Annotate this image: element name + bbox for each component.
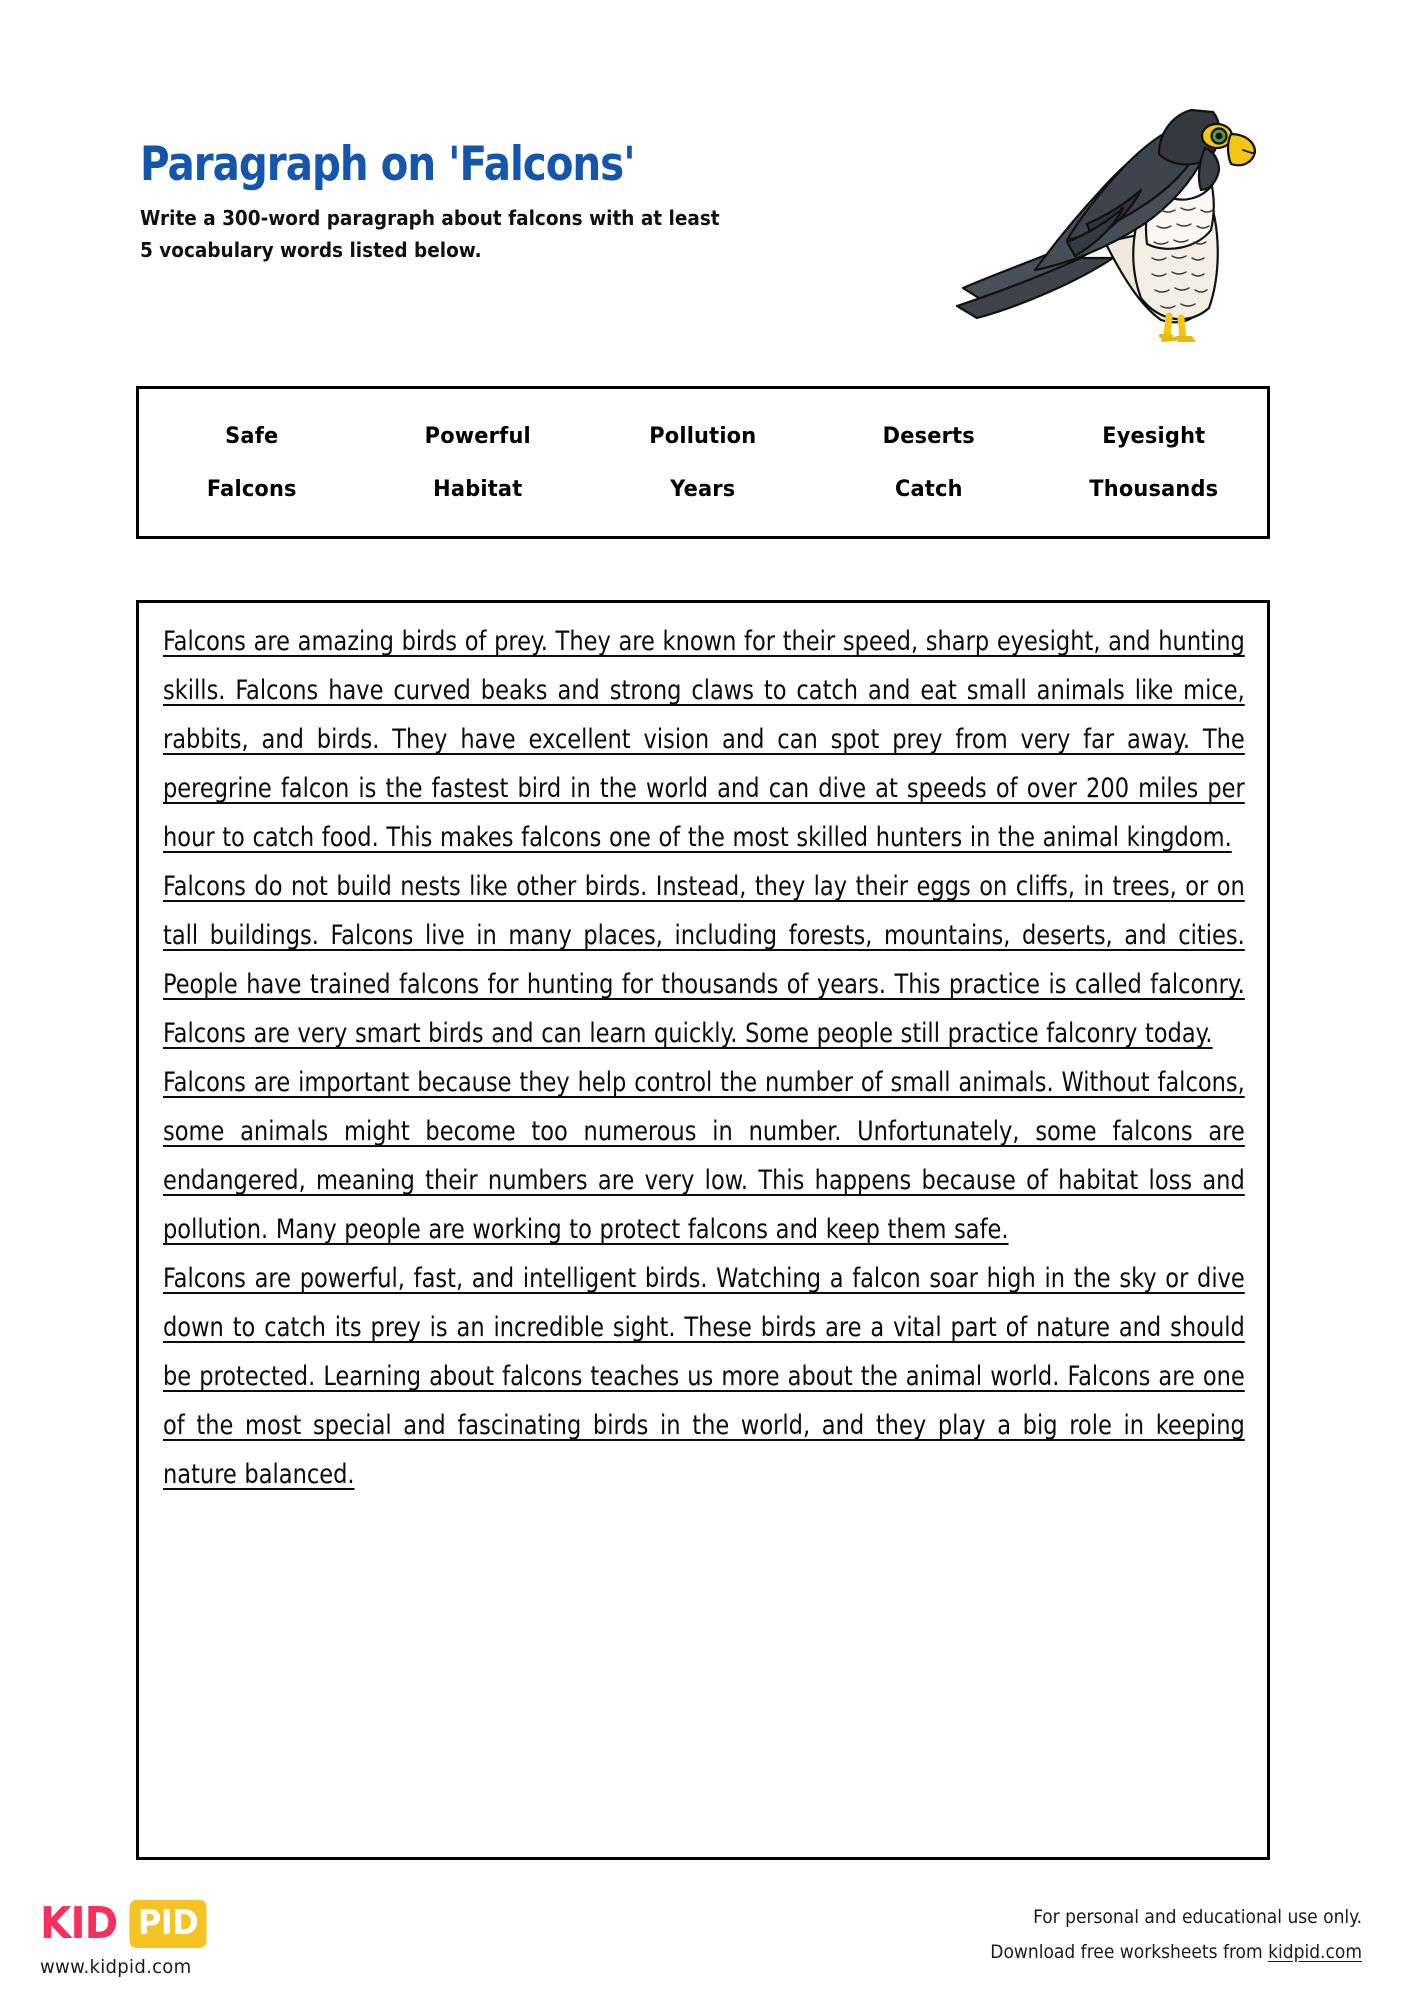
page-title: Paragraph on 'Falcons' — [140, 137, 635, 192]
logo-kid-text: KID — [40, 1898, 118, 1949]
answer-paragraph: Falcons are powerful, fast, and intelligent birds. Watching a falcon soar high in the sky or dive down to catch its prey is an incredible sight. These birds are a vital part of nature and should be protected. Learning about falcons teaches us more about the animal world. Falcons are one of the most special and fascinating birds in the world, and they play a big role in keeping nature balanced. — [163, 1263, 1245, 1490]
answer-box[interactable] — [136, 600, 1270, 1860]
vocabulary-word: Eyesight — [1102, 423, 1206, 449]
page-footer — [0, 1890, 1414, 2000]
footer-credits — [990, 1900, 1362, 1970]
vocabulary-word: Thousands — [1089, 476, 1219, 502]
credit-download-prefix: Download free worksheets from — [990, 1941, 1269, 1964]
kidpid-logo[interactable] — [40, 1898, 209, 1978]
vocabulary-word: Years — [670, 476, 736, 502]
peregrine-falcon-illustration — [955, 92, 1265, 342]
credit-line-download — [990, 1935, 1362, 1970]
logo-pid-badge: PID — [129, 1900, 206, 1948]
instruction-text — [140, 203, 914, 267]
vocabulary-word: Powerful — [424, 423, 531, 449]
kidpid-link[interactable]: kidpid.com — [1268, 1941, 1362, 1964]
vocabulary-row — [139, 476, 1267, 502]
vocabulary-word: Catch — [894, 476, 963, 502]
instruction-line-1: Write a 300-word paragraph about falcons with at least — [140, 206, 720, 231]
vocabulary-word: Falcons — [206, 476, 297, 502]
vocabulary-row — [139, 423, 1267, 449]
answer-paragraph: Falcons are amazing birds of prey. They are known for their speed, sharp eyesight, and hunting skills. Falcons have curved beaks and strong claws to catch and eat small animals like mice, rabbits, and birds. They have excellent vision and can spot prey from very far away. The peregrine falcon is the fastest bird in the world and can dive at speeds of over 200 miles per hour to catch food. This makes falcons one of the most skilled hunters in the animal kingdom. — [163, 626, 1245, 853]
logo-website-url: www.kidpid.com — [40, 1956, 192, 1978]
instruction-line-2: 5 vocabulary words listed below. — [140, 238, 482, 263]
answer-paragraph: Falcons are important because they help control the number of small animals. Without falcons, some animals might become too numerous in number. Unfortunately, some falcons are endangered, meaning their numbers are very low. This happens because of habitat loss and pollution. Many people are working to protect falcons and keep them safe. — [163, 1067, 1245, 1245]
logo-mark — [40, 1898, 209, 1950]
vocabulary-word: Deserts — [882, 423, 975, 449]
worksheet-header — [140, 137, 1000, 267]
vocabulary-word: Safe — [225, 423, 279, 449]
vocabulary-word: Habitat — [432, 476, 523, 502]
vocabulary-word: Pollution — [649, 423, 757, 449]
answer-paragraph: Falcons do not build nests like other birds. Instead, they lay their eggs on cliffs, in trees, or on tall buildings. Falcons live in many places, including forests, mountains, deserts, and cities. People have trained falcons for hunting for thousands of years. This practice is called falconry. Falcons are very smart birds and can learn quickly. Some people still practice falconry today. — [163, 871, 1245, 1049]
credit-line-personal-use: For personal and educational use only. — [1033, 1906, 1362, 1928]
vocabulary-box — [136, 386, 1270, 539]
